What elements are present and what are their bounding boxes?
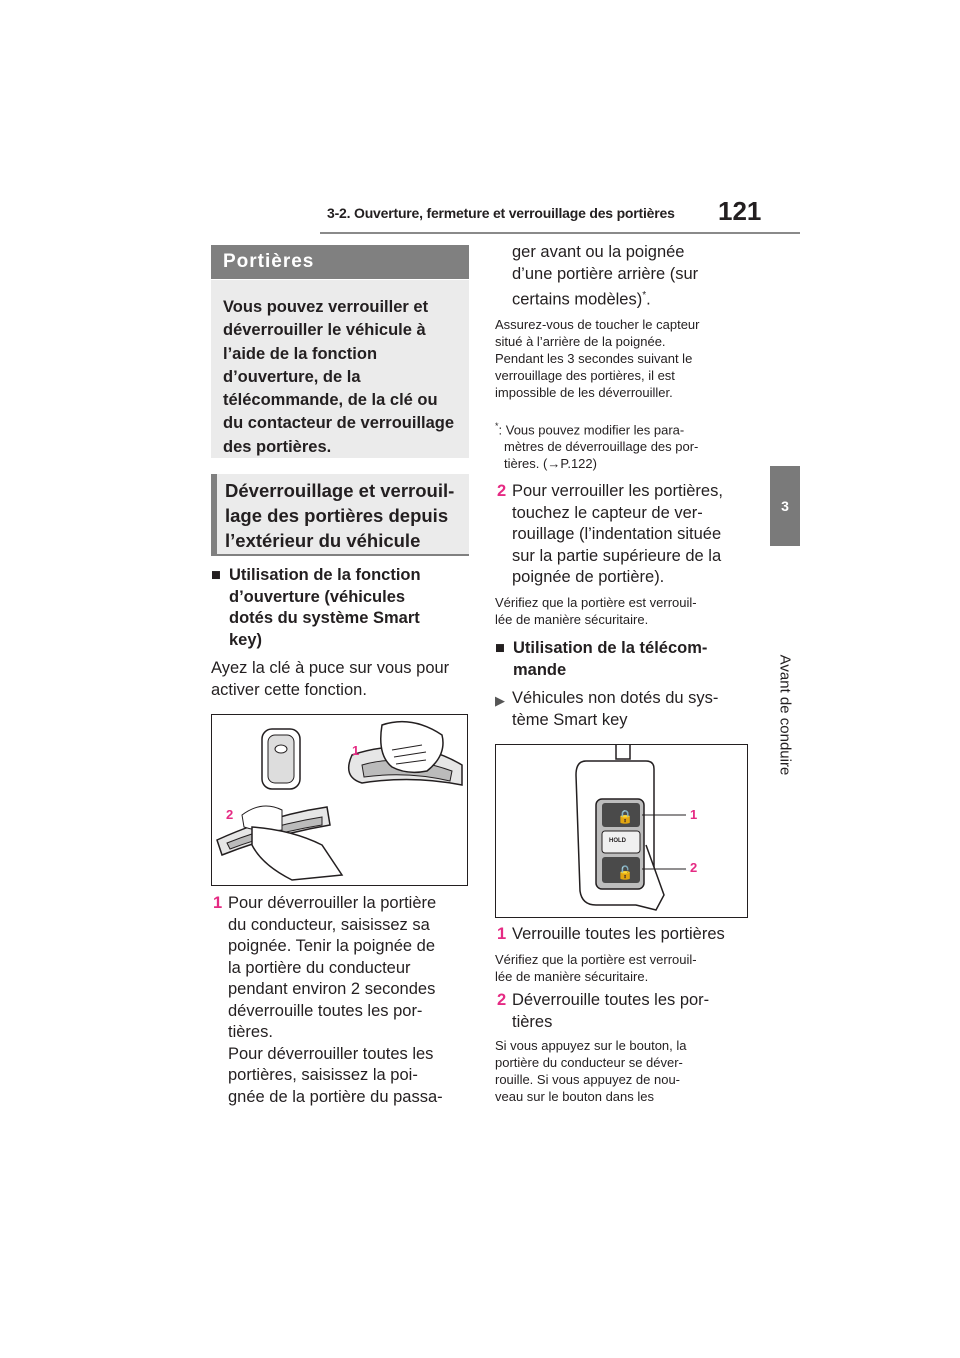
remote-step-1	[495, 924, 753, 946]
note-line: portière du conducteur se déver-	[495, 1055, 683, 1070]
footnote	[495, 418, 750, 472]
chapter-number: 3	[781, 498, 789, 514]
figure-callout: 1	[352, 743, 360, 758]
footnote-line-text: : Vous pouvez modifier les para-	[498, 422, 685, 438]
step-line: du conducteur, saisissez sa	[228, 915, 430, 934]
running-header: 3-2. Ouverture, fermeture et verrouillage des portières	[327, 205, 675, 221]
section-intro	[211, 280, 469, 458]
note-2	[495, 594, 753, 628]
step-number: 1	[213, 894, 223, 912]
remote-heading	[495, 638, 753, 681]
subsection-title	[211, 474, 469, 556]
step-line: rouillage (l’indentation située	[512, 525, 722, 543]
step-line: pendant environ 2 secondes	[228, 980, 436, 998]
footnote-line: tières. (→P.122)	[504, 456, 597, 472]
step-2	[495, 481, 753, 589]
step-line: poignée. Tenir la poignée de	[228, 937, 436, 955]
step-line-end: .	[646, 290, 651, 309]
chapter-label-text: Avant de conduire	[776, 654, 794, 776]
subheading-line: Véhicules non dotés du sys-	[512, 689, 719, 707]
step-line: tières	[512, 1012, 553, 1031]
figure-callout: 2	[226, 807, 234, 822]
remote-note-2	[495, 1037, 753, 1105]
entry-instruction: Ayez la clé à puce sur vous pour activer cette fonction.	[211, 659, 450, 699]
square-bullet-icon: ■	[211, 566, 221, 584]
figure-callout: 1	[690, 807, 698, 822]
footnote-line	[495, 418, 750, 438]
entry-function-heading	[211, 565, 471, 651]
heading-line: key)	[229, 630, 263, 649]
subsection-title-line: Déverrouillage et verrouil-	[225, 480, 455, 501]
step-line: la portière du conducteur	[228, 958, 411, 977]
section-title-text: Portières	[223, 251, 315, 272]
footnote-marker: *	[642, 290, 647, 301]
step-line: Pour verrouiller les portières,	[512, 482, 723, 500]
remote-key-figure	[495, 744, 748, 918]
note-1	[495, 316, 750, 401]
step-line: poignée de portière).	[512, 568, 665, 586]
step-line: sur la partie supérieure de la	[512, 546, 722, 565]
page-number: 121	[718, 196, 762, 226]
step-line: Déverrouille toutes les por-	[512, 991, 710, 1009]
door-handle-figure	[211, 714, 468, 886]
step-1-continued	[512, 242, 752, 311]
step-line: déverrouille toutes les por-	[228, 1001, 423, 1020]
step-line: Verrouille toutes les portières	[512, 925, 725, 943]
header-rule	[320, 232, 800, 234]
step-line: Pour déverrouiller toutes les	[228, 1044, 434, 1063]
heading-line: d’ouverture (véhicules	[229, 587, 406, 606]
heading-line: Utilisation de la télécom-	[513, 639, 708, 657]
note-line: rouille. Si vous appuyez de nou-	[495, 1072, 681, 1087]
arrow-bullet-icon: ▶	[495, 693, 505, 708]
note-line: verrouillage des portières, il est	[495, 368, 675, 383]
footnote-line: mètres de déverrouillage des por-	[504, 439, 699, 455]
section-intro-text: Vous pouvez verrouiller et déverrouiller le véhicule à l’aide de la fonction d’ouverture, de la télécommande, de la clé ou du contacteur de verrouillage des portières.	[223, 298, 455, 456]
note-line: Si vous appuyez sur le bouton, la	[495, 1038, 687, 1053]
step-line-text: certains modèles)	[512, 290, 643, 309]
subsection-title-line: lage des portières depuis	[225, 505, 449, 526]
heading-line: dotés du système Smart	[229, 609, 420, 627]
step-line: Pour déverrouiller la portière	[228, 894, 437, 912]
step-line	[512, 285, 752, 311]
heading-line: Utilisation de la fonction	[229, 566, 421, 584]
step-line: ger avant ou la poignée	[512, 243, 685, 261]
note-line: lée de manière sécuritaire.	[495, 969, 649, 984]
remote-subheading	[495, 688, 753, 731]
remote-note-1	[495, 951, 753, 985]
remote-key-illustration	[496, 745, 747, 917]
remote-step-2	[495, 990, 753, 1033]
svg-text:🔓: 🔓	[617, 866, 634, 881]
note-line: Vérifiez que la portière est verrouil-	[495, 595, 697, 610]
step-line: gnée de la portière du passa-	[228, 1087, 443, 1106]
note-line: veau sur le bouton dans les	[495, 1089, 654, 1104]
note-line: impossible de les déverrouiller.	[495, 385, 673, 400]
chapter-label	[760, 650, 810, 780]
note-line: Vérifiez que la portière est verrouil-	[495, 952, 697, 967]
note-line: Pendant les 3 secondes suivant le	[495, 351, 693, 366]
step-number: 2	[497, 991, 507, 1009]
step-1	[211, 893, 473, 1108]
note-line: situé à l’arrière de la poignée.	[495, 334, 666, 349]
section-title	[211, 245, 469, 279]
heading-line: mande	[513, 660, 567, 679]
step-number: 2	[497, 482, 507, 500]
note-line: lée de manière sécuritaire.	[495, 612, 649, 627]
step-line: d’une portière arrière (sur	[512, 264, 699, 283]
step-line: touchez le capteur de ver-	[512, 503, 703, 522]
note-line: Assurez-vous de toucher le capteur	[495, 317, 700, 332]
chapter-tab	[770, 466, 800, 546]
step-line: tières.	[228, 1023, 273, 1041]
footnote-star: *	[495, 421, 499, 431]
door-handle-illustration	[212, 715, 467, 885]
square-bullet-icon: ■	[495, 639, 505, 657]
subsection-title-line: l’extérieur du véhicule	[225, 530, 421, 551]
subheading-line: tème Smart key	[512, 710, 628, 729]
step-number: 1	[497, 925, 507, 943]
figure-callout: 2	[690, 860, 698, 875]
step-line: portières, saisissez la poi-	[228, 1066, 418, 1084]
svg-text:🔒: 🔒	[617, 810, 634, 825]
hold-label: HOLD	[609, 838, 626, 844]
